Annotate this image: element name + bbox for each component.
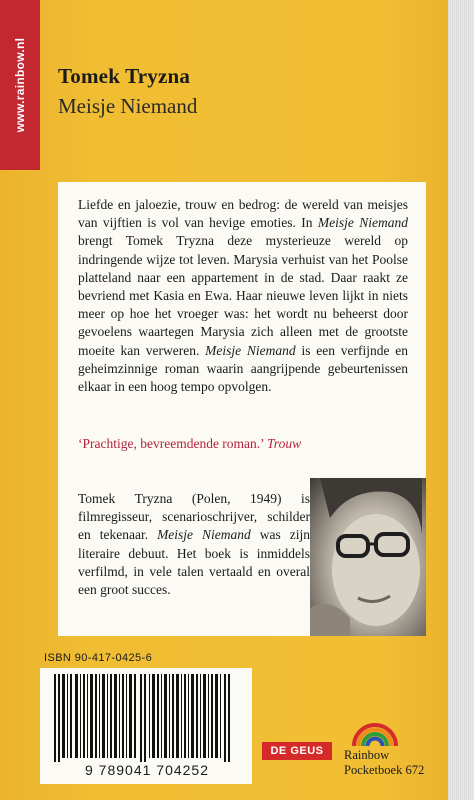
quote-source: Trouw: [267, 436, 302, 451]
bio-part: was zijn literaire debuut. Het boek is inmiddels verfilmd, in vele talen vertaald en overal een groot succes.: [78, 527, 310, 598]
blurb-part: Liefde en jaloezie, trouw en bedrog: de wereld van meisjes van vijftien is vol van hevige emoties. In: [78, 197, 408, 231]
bio-title-ref: Meisje Niemand: [157, 527, 251, 543]
blurb-title-ref: Meisje Niemand: [205, 342, 296, 358]
text-panel: [58, 182, 426, 636]
blurb-part: is een verfijnde en geheimzinnige roman waarin aangrijpende gebeurtenissen elkaar in een hoog tempo opvolgen.: [78, 342, 408, 395]
rainbow-logo-icon: [350, 702, 400, 748]
website-strip: [0, 0, 40, 170]
review-quote: [78, 436, 408, 452]
page-edges: [448, 0, 474, 800]
quote-text: ‘Prachtige, bevreemdende roman.’: [78, 436, 268, 451]
imprint-name: Rainbow: [344, 748, 390, 762]
isbn-number: ISBN 90-417-0425-6: [44, 652, 153, 664]
author-photo: [310, 478, 426, 636]
book-title: Meisje Niemand: [58, 94, 198, 118]
website-url: www.rainbow.nl: [13, 37, 27, 133]
blurb-text: [78, 196, 408, 396]
bio-part: Tomek Tryzna (Polen, 1949) is filmregisseur, scenarioschrijver, schilder en tekenaar.: [78, 491, 310, 543]
imprint-label: [344, 748, 424, 778]
blurb-title-ref: Meisje Niemand: [317, 215, 409, 231]
barcode: [40, 668, 252, 784]
barcode-number: 9 789041 704252: [85, 762, 209, 778]
publisher-logo: DE GEUS: [262, 742, 332, 760]
author-name: Tomek Tryzna: [58, 64, 191, 88]
author-bio: [78, 490, 310, 599]
imprint-series: Pocketboek 672: [344, 763, 425, 777]
blurb-part: brengt Tomek Tryzna deze mysterieuze wereld op indringende wijze tot leven. Marysia verhuist van het Poolse platteland naar een appartement in de stad. Daar raakt ze bevriend met Kasia en Ewa. Haar nieuwe leven lijkt in niets meer op hoe het vroeger was: het wordt nu beheerst door gevoelens waartegen Marysia zich alleen met de grootste moeite kan verweren.: [78, 233, 408, 358]
barcode-bars: [40, 668, 252, 764]
